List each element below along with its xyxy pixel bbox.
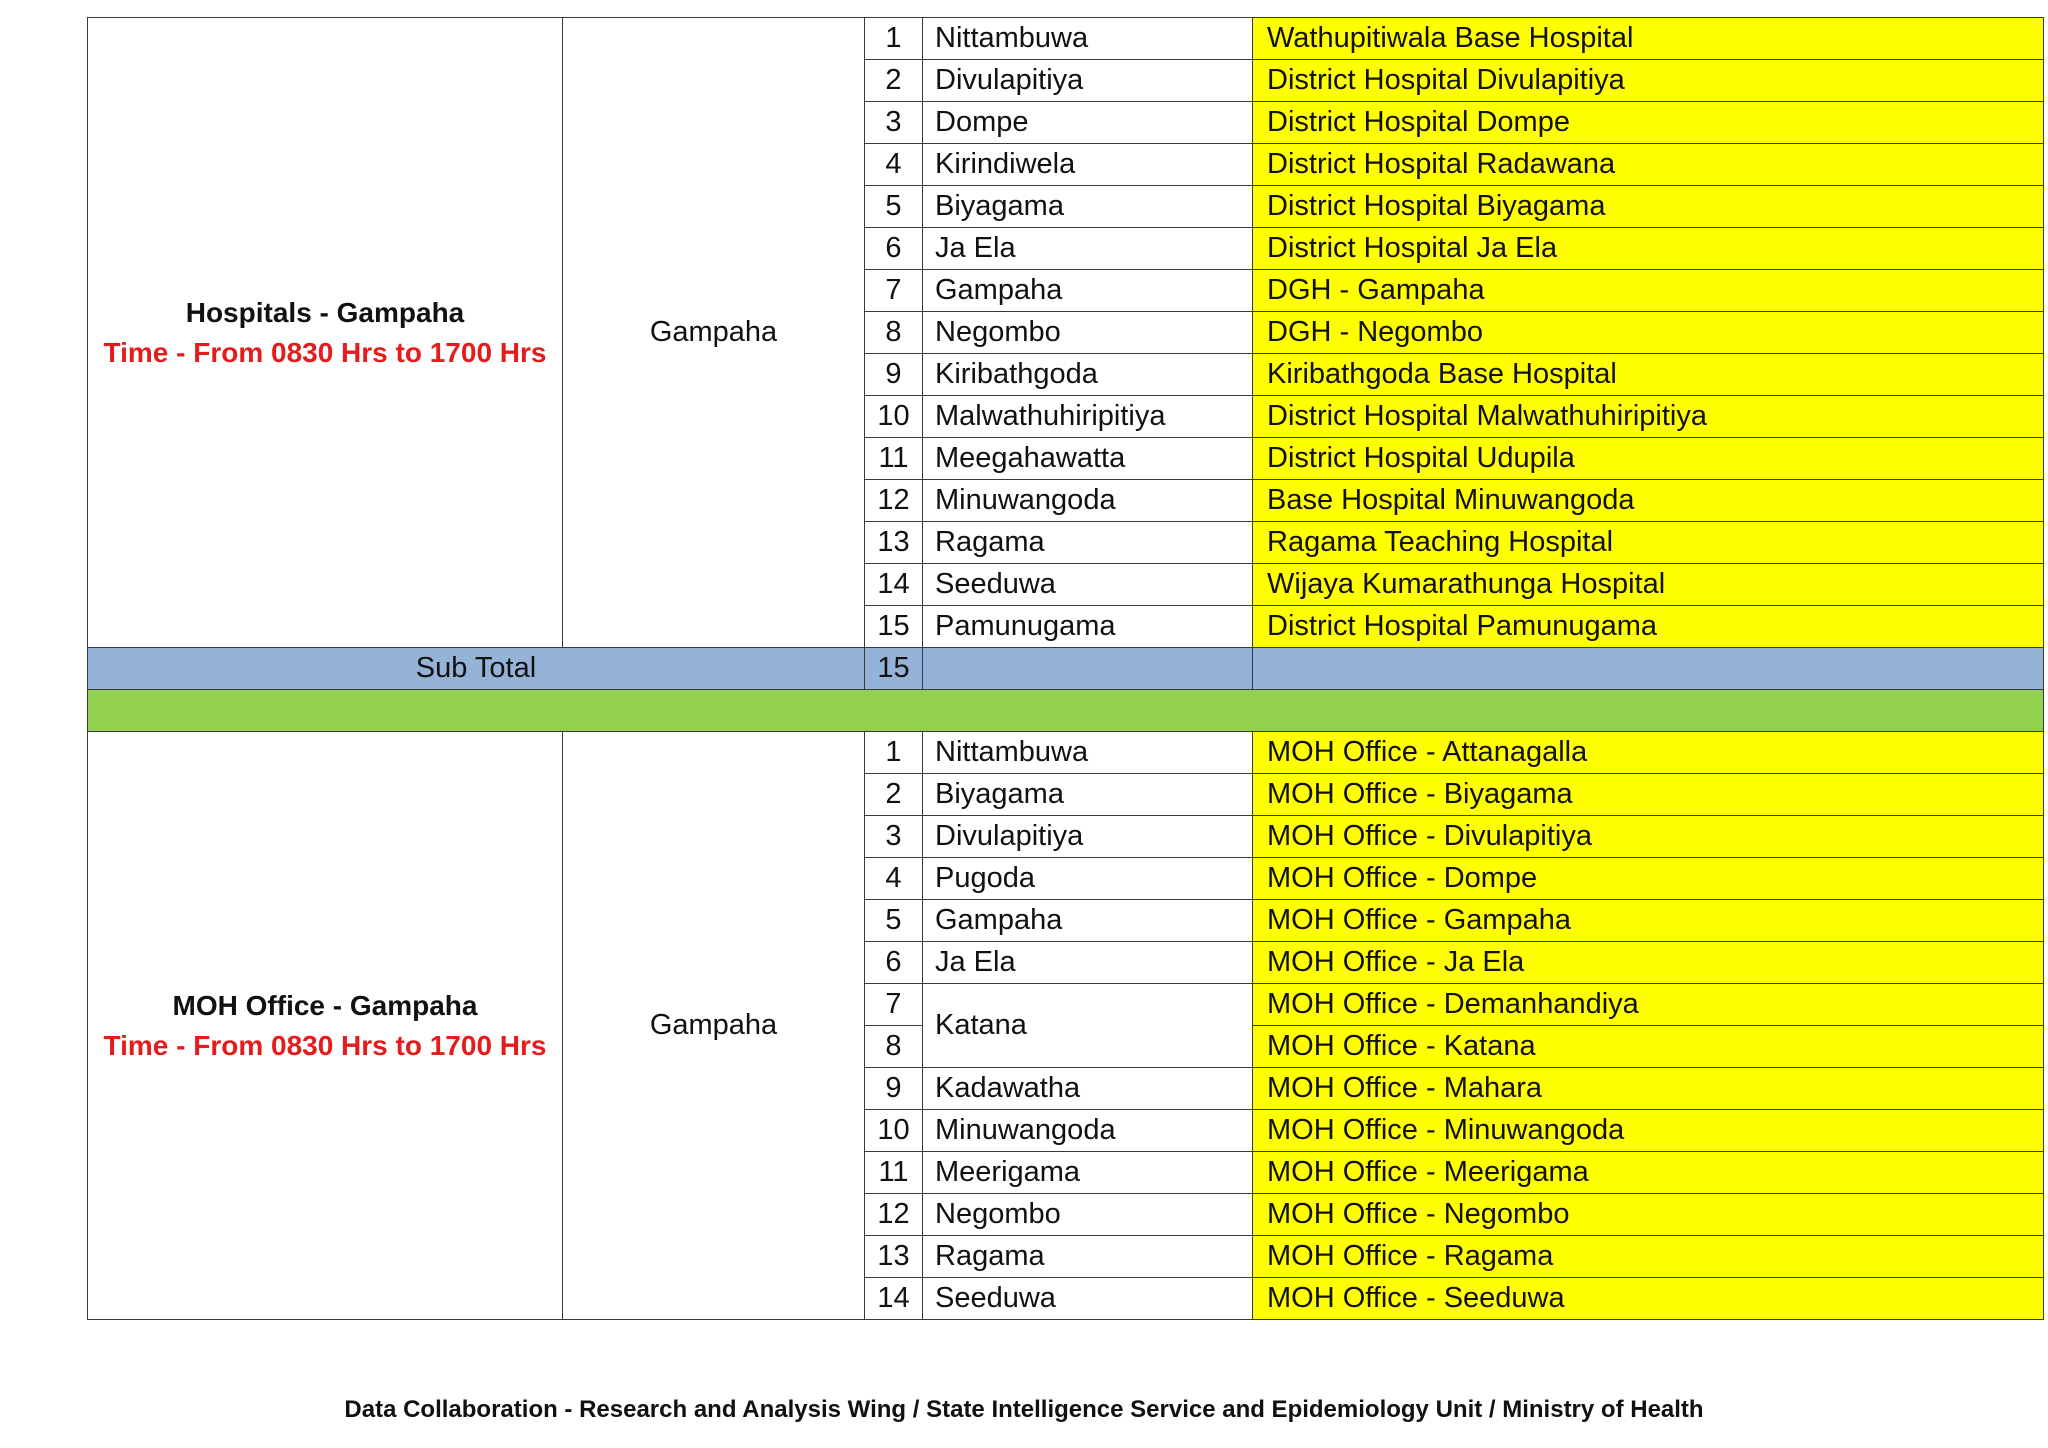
row-number: 8 <box>865 1026 923 1068</box>
area-name: Seeduwa <box>923 564 1253 606</box>
subtotal-label: Sub Total <box>88 648 865 690</box>
moh-category-title: MOH Office - Gampaha <box>172 989 478 1021</box>
area-name: Katana <box>923 984 1253 1068</box>
facility-name: DGH - Gampaha <box>1253 270 2044 312</box>
row-number: 14 <box>865 564 923 606</box>
facility-name: District Hospital Biyagama <box>1253 186 2044 228</box>
facility-name: DGH - Negombo <box>1253 312 2044 354</box>
hospitals-category-cell <box>88 18 563 648</box>
area-name: Negombo <box>923 1194 1253 1236</box>
area-name: Nittambuwa <box>923 732 1253 774</box>
row-number: 9 <box>865 354 923 396</box>
facility-name: MOH Office - Gampaha <box>1253 900 2044 942</box>
row-number: 2 <box>865 60 923 102</box>
facility-name: District Hospital Malwathuhiripitiya <box>1253 396 2044 438</box>
facility-name: MOH Office - Mahara <box>1253 1068 2044 1110</box>
row-number: 12 <box>865 480 923 522</box>
area-name: Ragama <box>923 522 1253 564</box>
subtotal-row <box>88 648 2044 690</box>
area-name: Biyagama <box>923 186 1253 228</box>
row-number: 12 <box>865 1194 923 1236</box>
area-name: Meegahawatta <box>923 438 1253 480</box>
facility-name: District Hospital Ja Ela <box>1253 228 2044 270</box>
facility-name: District Hospital Divulapitiya <box>1253 60 2044 102</box>
row-number: 11 <box>865 438 923 480</box>
facility-name: Kiribathgoda Base Hospital <box>1253 354 2044 396</box>
area-name: Nittambuwa <box>923 18 1253 60</box>
footer-credit: Data Collaboration - Research and Analysis Wing / State Intelligence Service and Epidemiology Unit / Ministry of Health <box>344 1396 1704 1423</box>
table-row <box>88 732 2044 774</box>
area-name: Pugoda <box>923 858 1253 900</box>
facility-name: MOH Office - Ja Ela <box>1253 942 2044 984</box>
facility-name: District Hospital Udupila <box>1253 438 2044 480</box>
moh-district-cell: Gampaha <box>563 732 865 1320</box>
area-name: Biyagama <box>923 774 1253 816</box>
hospitals-district-cell: Gampaha <box>563 18 865 648</box>
area-name: Gampaha <box>923 900 1253 942</box>
area-name: Meerigama <box>923 1152 1253 1194</box>
row-number: 3 <box>865 102 923 144</box>
facility-name: Wathupitiwala Base Hospital <box>1253 18 2044 60</box>
facility-name: MOH Office - Biyagama <box>1253 774 2044 816</box>
facility-name: Ragama Teaching Hospital <box>1253 522 2044 564</box>
area-name: Minuwangoda <box>923 480 1253 522</box>
row-number: 6 <box>865 228 923 270</box>
row-number: 4 <box>865 858 923 900</box>
locations-table <box>87 17 2044 1320</box>
row-number: 8 <box>865 312 923 354</box>
row-number: 5 <box>865 900 923 942</box>
area-name: Dompe <box>923 102 1253 144</box>
facility-name: MOH Office - Attanagalla <box>1253 732 2044 774</box>
facility-name: MOH Office - Katana <box>1253 1026 2044 1068</box>
table-body <box>88 18 2044 1320</box>
subtotal-value: 15 <box>865 648 923 690</box>
row-number: 15 <box>865 606 923 648</box>
area-name: Divulapitiya <box>923 60 1253 102</box>
row-number: 4 <box>865 144 923 186</box>
moh-time-note: Time - From 0830 Hrs to 1700 Hrs <box>103 1029 547 1061</box>
facility-name: District Hospital Pamunugama <box>1253 606 2044 648</box>
area-name: Gampaha <box>923 270 1253 312</box>
facility-name: District Hospital Radawana <box>1253 144 2044 186</box>
facility-name: Wijaya Kumarathunga Hospital <box>1253 564 2044 606</box>
row-number: 7 <box>865 984 923 1026</box>
row-number: 3 <box>865 816 923 858</box>
row-number: 10 <box>865 1110 923 1152</box>
section-divider-row <box>88 690 2044 732</box>
facility-name: Base Hospital Minuwangoda <box>1253 480 2044 522</box>
facility-name: MOH Office - Minuwangoda <box>1253 1110 2044 1152</box>
area-name: Malwathuhiripitiya <box>923 396 1253 438</box>
facility-name: MOH Office - Negombo <box>1253 1194 2044 1236</box>
area-name: Kirindiwela <box>923 144 1253 186</box>
row-number: 11 <box>865 1152 923 1194</box>
row-number: 9 <box>865 1068 923 1110</box>
area-name: Ja Ela <box>923 228 1253 270</box>
facility-name: MOH Office - Meerigama <box>1253 1152 2044 1194</box>
row-number: 1 <box>865 732 923 774</box>
area-name: Minuwangoda <box>923 1110 1253 1152</box>
row-number: 10 <box>865 396 923 438</box>
area-name: Ragama <box>923 1236 1253 1278</box>
section-divider <box>88 690 2044 732</box>
area-name: Divulapitiya <box>923 816 1253 858</box>
row-number: 6 <box>865 942 923 984</box>
subtotal-empty-cell <box>923 648 1253 690</box>
area-name: Kiribathgoda <box>923 354 1253 396</box>
row-number: 14 <box>865 1278 923 1320</box>
row-number: 2 <box>865 774 923 816</box>
row-number: 7 <box>865 270 923 312</box>
row-number: 1 <box>865 18 923 60</box>
row-number: 5 <box>865 186 923 228</box>
area-name: Ja Ela <box>923 942 1253 984</box>
facility-name: MOH Office - Divulapitiya <box>1253 816 2044 858</box>
facility-name: MOH Office - Seeduwa <box>1253 1278 2044 1320</box>
area-name: Pamunugama <box>923 606 1253 648</box>
area-name: Negombo <box>923 312 1253 354</box>
row-number: 13 <box>865 522 923 564</box>
moh-category-cell <box>88 732 563 1320</box>
facility-name: MOH Office - Dompe <box>1253 858 2044 900</box>
facility-name: MOH Office - Ragama <box>1253 1236 2044 1278</box>
hospitals-time-note: Time - From 0830 Hrs to 1700 Hrs <box>103 336 547 368</box>
area-name: Seeduwa <box>923 1278 1253 1320</box>
facility-name: District Hospital Dompe <box>1253 102 2044 144</box>
hospitals-category-title: Hospitals - Gampaha <box>185 296 465 328</box>
table-row <box>88 18 2044 60</box>
facility-name: MOH Office - Demanhandiya <box>1253 984 2044 1026</box>
row-number: 13 <box>865 1236 923 1278</box>
subtotal-empty-cell <box>1253 648 2044 690</box>
area-name: Kadawatha <box>923 1068 1253 1110</box>
